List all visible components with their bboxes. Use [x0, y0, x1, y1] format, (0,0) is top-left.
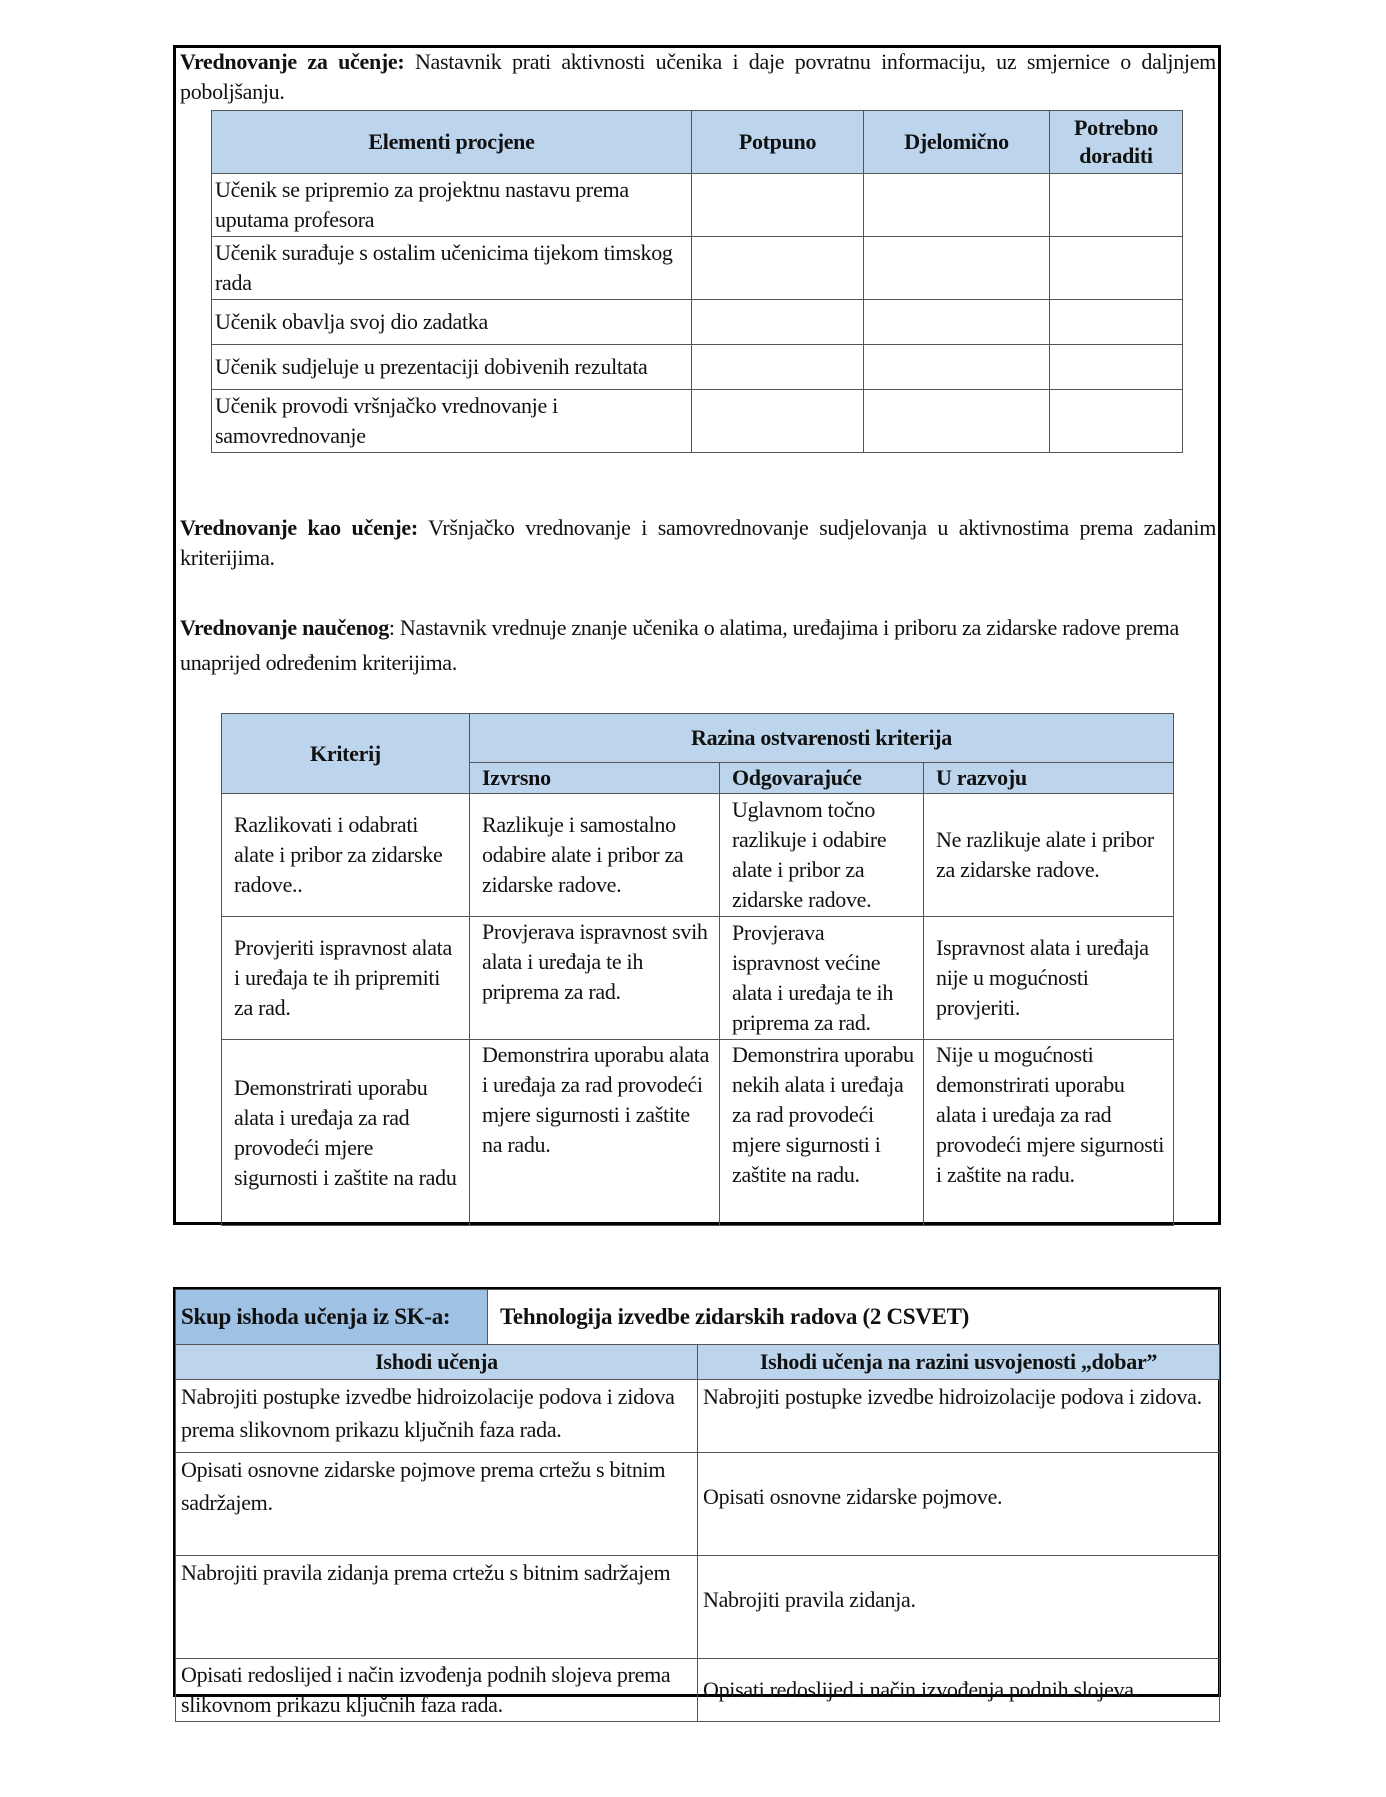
assessment-elements-table — [211, 110, 1183, 453]
izvrsno-cell: Provjerava ispravnost svih alata i uređaja te ih priprema za rad. — [470, 917, 720, 1040]
djelomicno-cell[interactable] — [864, 390, 1050, 453]
kriterij-cell: Provjeriti ispravnost alata i uređaja te ih pripremiti za rad. — [222, 917, 470, 1040]
table-row — [222, 1040, 1174, 1226]
table-row — [212, 237, 1183, 300]
dobar-cell: Nabrojiti pravila zidanja. — [698, 1556, 1220, 1659]
table-row — [212, 174, 1183, 237]
potpuno-cell[interactable] — [692, 390, 864, 453]
kriterij-cell: Demonstrirati uporabu alata i uređaja za rad provodeći mjere sigurnosti i zaštite na radu — [222, 1040, 470, 1226]
doraditi-cell[interactable] — [1050, 237, 1183, 300]
doraditi-cell[interactable] — [1050, 345, 1183, 390]
dobar-cell: Opisati osnovne zidarske pojmove. — [698, 1453, 1220, 1556]
section-vrednovanje-kao-ucenje — [180, 513, 1216, 573]
table-row — [176, 1659, 1220, 1722]
izvrsno-cell: Demonstrira uporabu alata i uređaja za rad provodeći mjere sigurnosti i zaštite na radu. — [470, 1040, 720, 1226]
section-heading: Vrednovanje kao učenje: — [180, 515, 418, 540]
table-row — [212, 390, 1183, 453]
table-header-row — [212, 111, 1183, 174]
djelomicno-cell[interactable] — [864, 345, 1050, 390]
section-text: Nastavnik prati aktivnosti učenika i daje povratnu informaciju, uz smjernice o daljnjem poboljšanju. — [180, 49, 1216, 104]
header-potrebno-doraditi: Potrebno doraditi — [1050, 111, 1183, 174]
criteria-rubric-table — [221, 713, 1174, 1226]
potpuno-cell[interactable] — [692, 174, 864, 237]
ishod-cell: Opisati osnovne zidarske pojmove prema crtežu s bitnim sadržajem. — [176, 1453, 698, 1556]
header-potpuno: Potpuno — [692, 111, 864, 174]
izvrsno-cell: Razlikuje i samostalno odabire alate i pribor za zidarske radove. — [470, 794, 720, 917]
outcomes-header-row — [176, 1345, 1220, 1380]
table-row — [176, 1453, 1220, 1556]
doraditi-cell[interactable] — [1050, 390, 1183, 453]
header-ishodi-dobar: Ishodi učenja na razini usvojenosti „dobar” — [698, 1345, 1220, 1380]
header-ishodi-ucenja: Ishodi učenja — [176, 1345, 698, 1380]
table-row — [222, 917, 1174, 1040]
doraditi-cell[interactable] — [1050, 174, 1183, 237]
section-heading: Vrednovanje naučenog — [180, 615, 389, 640]
section-text: Vršnjačko vrednovanje i samovrednovanje sudjelovanja u aktivnostima prema zadanim kriterijima. — [180, 515, 1217, 570]
element-cell: Učenik obavlja svoj dio zadatka — [212, 300, 692, 345]
odgovarajuce-cell: Provjerava ispravnost većine alata i uređaja te ih priprema za rad. — [720, 917, 924, 1040]
djelomicno-cell[interactable] — [864, 300, 1050, 345]
u-razvoju-cell: Ne razlikuje alate i pribor za zidarske radove. — [924, 794, 1174, 917]
odgovarajuce-cell: Uglavnom točno razlikuje i odabire alate i pribor za zidarske radove. — [720, 794, 924, 917]
table-row — [212, 300, 1183, 345]
ishod-cell: Nabrojiti pravila zidanja prema crtežu s bitnim sadržajem — [176, 1556, 698, 1659]
level-u-razvoju: U razvoju — [924, 763, 1174, 794]
ishod-cell: Nabrojiti postupke izvedbe hidroizolacije podova i zidova prema slikovnom prikazu ključnih faza rada. — [176, 1380, 698, 1453]
table-row — [176, 1556, 1220, 1659]
element-cell: Učenik provodi vršnjačko vrednovanje i samovrednovanje — [212, 390, 692, 453]
section-vrednovanje-za-ucenje — [180, 47, 1216, 107]
potpuno-cell[interactable] — [692, 237, 864, 300]
potpuno-cell[interactable] — [692, 345, 864, 390]
table-row — [176, 1380, 1220, 1453]
u-razvoju-cell: Ispravnost alata i uređaja nije u mogućnosti provjeriti. — [924, 917, 1174, 1040]
kriterij-cell: Razlikovati i odabrati alate i pribor za zidarske radove.. — [222, 794, 470, 917]
section-vrednovanje-naucenog — [180, 610, 1180, 680]
section-heading: Vrednovanje za učenje: — [180, 49, 405, 74]
potpuno-cell[interactable] — [692, 300, 864, 345]
element-cell: Učenik surađuje s ostalim učenicima tijekom timskog rada — [212, 237, 692, 300]
header-elementi-procjene: Elementi procjene — [212, 111, 692, 174]
header-kriterij: Kriterij — [222, 714, 470, 794]
header-djelomicno: Djelomično — [864, 111, 1050, 174]
level-odgovarajuce: Odgovarajuće — [720, 763, 924, 794]
djelomicno-cell[interactable] — [864, 174, 1050, 237]
u-razvoju-cell: Nije u mogućnosti demonstrirati uporabu alata i uređaja za rad provodeći mjere sigurnosti i zaštite na radu. — [924, 1040, 1174, 1226]
djelomicno-cell[interactable] — [864, 237, 1050, 300]
outcomes-title-row — [176, 1290, 1220, 1345]
section-text: : Nastavnik vrednuje znanje učenika o alatima, uređajima i priboru za zidarske radove prema unaprijed određenim kriterijima. — [180, 615, 1179, 675]
outcomes-label: Skup ishoda učenja iz SK-a: — [176, 1290, 488, 1345]
learning-outcomes-table — [175, 1289, 1220, 1722]
table-row — [222, 794, 1174, 917]
odgovarajuce-cell: Demonstrira uporabu nekih alata i uređaja za rad provodeći mjere sigurnosti i zaštite na radu. — [720, 1040, 924, 1226]
level-izvrsno: Izvrsno — [470, 763, 720, 794]
dobar-cell: Opisati redoslijed i način izvođenja podnih slojeva. — [698, 1659, 1220, 1722]
doraditi-cell[interactable] — [1050, 300, 1183, 345]
element-cell: Učenik sudjeluje u prezentaciji dobivenih rezultata — [212, 345, 692, 390]
header-razina-ostvarenosti: Razina ostvarenosti kriterija — [470, 714, 1174, 763]
ishod-cell: Opisati redoslijed i način izvođenja podnih slojeva prema slikovnom prikazu ključnih faza rada. — [176, 1659, 698, 1722]
outcomes-title: Tehnologija izvedbe zidarskih radova (2 CSVET) — [488, 1290, 1220, 1345]
dobar-cell: Nabrojiti postupke izvedbe hidroizolacije podova i zidova. — [698, 1380, 1220, 1453]
table-row — [212, 345, 1183, 390]
rubric-header-row — [222, 714, 1174, 763]
element-cell: Učenik se pripremio za projektnu nastavu prema uputama profesora — [212, 174, 692, 237]
